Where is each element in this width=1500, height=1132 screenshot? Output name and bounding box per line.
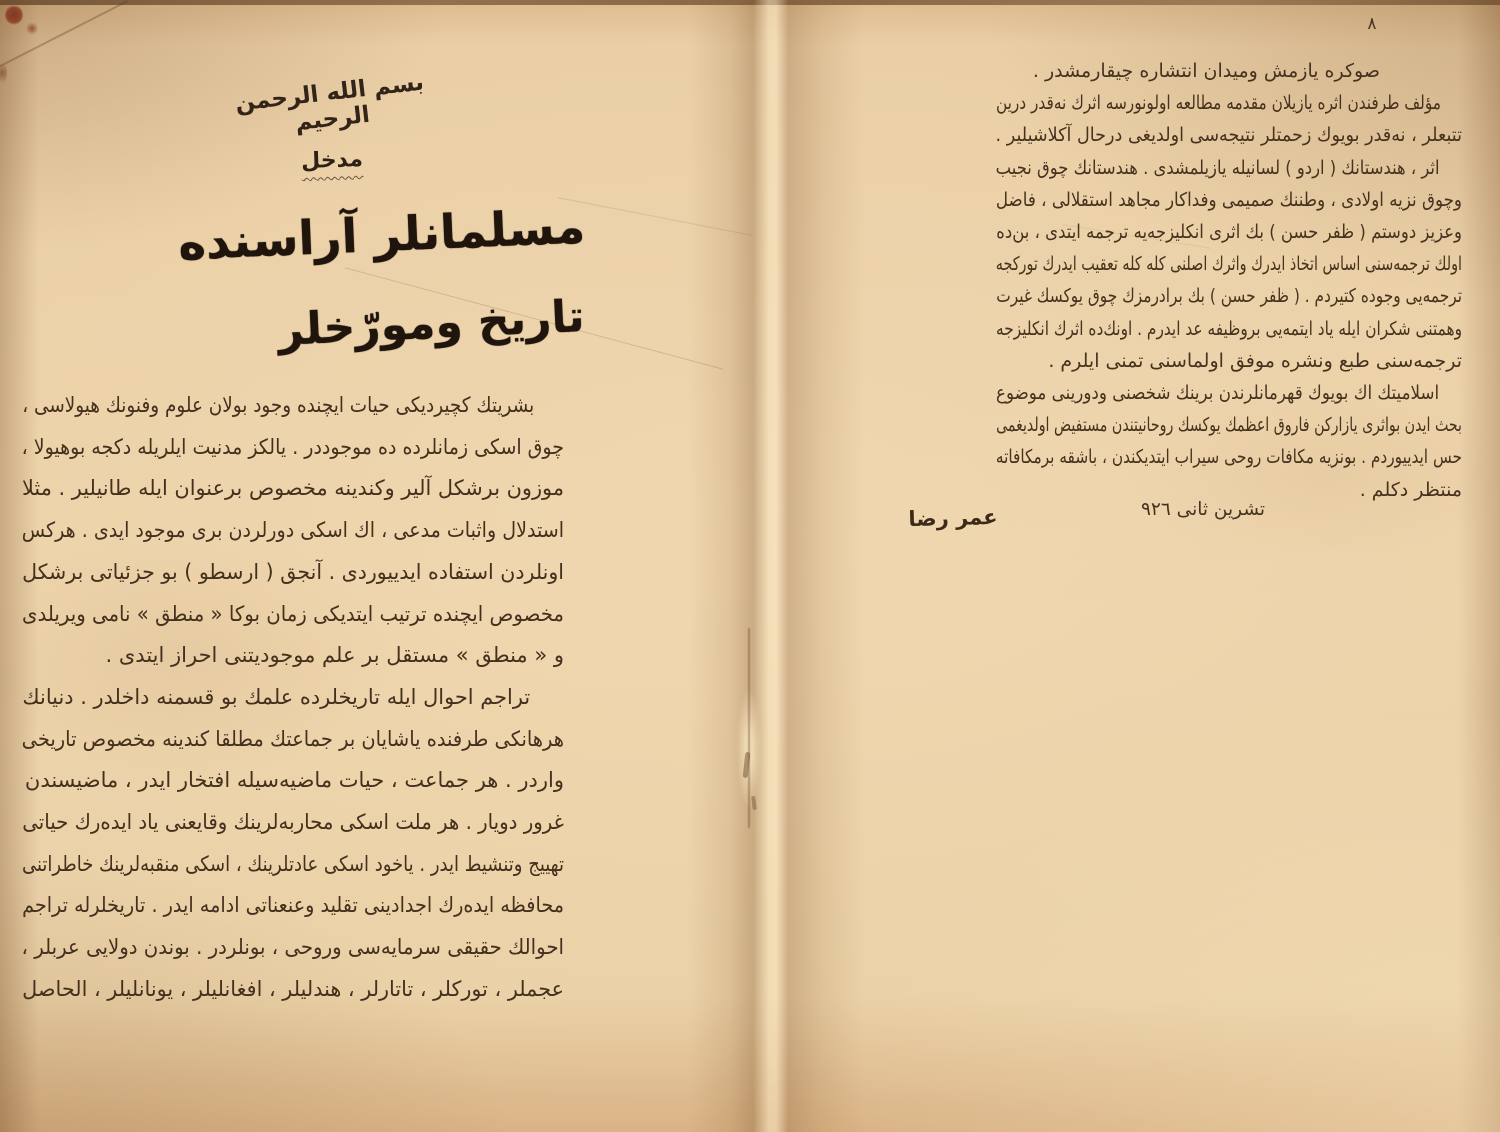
text-line: اسلاميتك اك بويوك قهرمانلرندن برينك شخصنى ودورينى موضوع — [995, 382, 1440, 405]
text-line: اولك ترجمه‌سنى اساس اتخاذ ايدرك واثرك اصلنى كله كله تعقيب ايدرك توركجه — [995, 253, 1462, 276]
text-line: احوالك حقيقى سرمايه‌سى وروحى ، بونلردر . بوندن دولايى عربلر ، — [21, 935, 564, 960]
text-line: ترجمه‌يى وجوده كتيردم . ( ظفر حسن ) بك برادرمزك چوق يوكسك غيرت — [996, 285, 1462, 308]
text-line: مؤلف طرفندن اثره يازيلان مقدمه مطالعه اولونورسه اثرك نه‌قدر درين — [995, 92, 1442, 115]
bismillah-heading: بسم الله الرحمن الرحيم — [233, 69, 426, 137]
ink-stain — [5, 5, 23, 25]
right-page-body — [996, 55, 1462, 506]
text-line: چوق اسكى زمانلرده ده موجوددر . يالكز مدنيت ايلريله دكجه بوهيولا ، — [21, 434, 564, 459]
text-line: وچوق نزيه اولادى ، وطننك صميمى وفداكار مجاهد استقلالى ، فاضل — [995, 188, 1462, 211]
section-heading: مدخل — [300, 146, 364, 175]
text-line: وهمتنى شكران ايله ياد ايتمه‌يى بروظيفه عد ايدرم . اونك‌ده اثرك انكليزجه — [995, 317, 1462, 340]
page-number: ٨ — [1367, 14, 1377, 34]
book-title-line-2: تاريخ ومورّخلر — [277, 291, 586, 356]
text-line: عجملر ، توركلر ، تاتارلر ، هندليلر ، افغانليلر ، يونانليلر ، الحاصل — [22, 976, 565, 1001]
text-line: واردر . هر جماعت ، حيات ماضيه‌سيله افتخار ايدر ، ماضيسندن — [24, 768, 564, 793]
book-gutter-shadow — [688, 0, 864, 1132]
text-line: صوكره يازمش وميدان انتشاره چيقارمشدر . — [1032, 60, 1380, 82]
text-line: تراجم احوال ايله تاريخلرده علمك بو قسمنه داخلدر . دنيانك — [22, 684, 531, 709]
author-signature: عمر رضا — [908, 504, 998, 532]
text-line: ترجمه‌سنى طبع ونشره موفق اولماسنى تمنى ايلرم . — [1048, 349, 1462, 372]
text-line: بحث ايدن بواثرى يازاركن فاروق اعظمك يوكسك روحانيتندن مستفيض اولديغمى — [996, 414, 1462, 437]
book-title-line-1: مسلمانلر آراسنده — [177, 199, 587, 272]
text-line: موزون برشكل آلير وكندينه مخصوص برعنوان ايله طانيلير . مثلا — [21, 476, 564, 501]
ink-stain — [26, 22, 38, 35]
text-line: هرهانكى طرفنده ياشايان بر جماعتك مطلقا كندينه مخصوص تاريخى — [21, 726, 564, 751]
text-line: منتظر دكلم . — [1359, 478, 1462, 501]
text-line: اونلردن استفاده ايدييوردى . آنجق ( ارسطو ) بو جزئياتى برشكل — [22, 559, 565, 584]
text-line: مخصوص ايچنده ترتيب ايتديكى زمان بوكا « منطق » نامى ويريلدى — [22, 601, 564, 626]
gutter-crease-line — [748, 628, 750, 828]
text-line: تهييج وتنشيط ايدر . ياخود اسكى عادتلرينك ، اسكى منقبه‌لرينك خاطراتنى — [21, 851, 565, 876]
text-line: استدلال واثبات مدعى ، اك اسكى دورلردن برى موجود ايدى . هركس — [21, 518, 564, 543]
date-line: تشرين ثانى ٩٢٦ — [1140, 499, 1266, 520]
text-line: و « منطق » مستقل بر علم موجوديتنى احراز ايتدى . — [105, 643, 564, 668]
text-line: محافظه ايده‌رك اجدادينى تقليد وعنعناتى ادامه ايدر . تاريخلرله تراجم — [22, 893, 564, 918]
text-line: تتبعلر ، نه‌قدر بويوك زحمتلر نتيجه‌سى اولديغى درحال آكلاشيلير . — [995, 124, 1462, 147]
left-page-body — [22, 385, 564, 1011]
text-line: غرور دويار . هر ملت اسكى محاربه‌لرينك وقايعنى ياد ايده‌رك حياتى — [22, 810, 564, 835]
text-line: اثر ، هندستانك ( اردو ) لسانيله يازيلمشدى . هندستانك چوق نجيب — [995, 156, 1440, 179]
text-line: وعزيز دوستم ( ظفر حسن ) بك اثرى انكليزجه‌يه ترجمه ايتدى ، بن‌ده — [996, 221, 1462, 244]
text-line: حس ايدييوردم . بونزيه مكافات روحى سيراب ايتديكندن ، باشقه برمكافاته — [995, 446, 1462, 469]
text-line: بشريتك كچيرديكى حيات ايچنده وجود بولان علوم وفنونك هيولاسى ، — [22, 393, 535, 417]
